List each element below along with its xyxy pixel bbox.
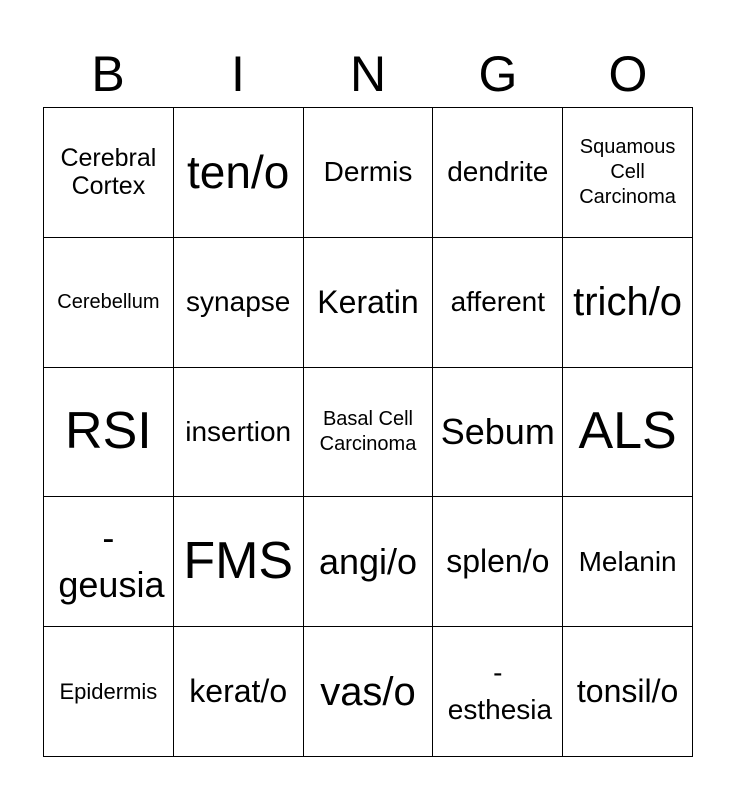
cell-label: FMS: [183, 532, 294, 591]
header-letter-n: N: [349, 46, 387, 102]
bingo-cell[interactable]: [174, 238, 304, 368]
cell-label: -geusia: [58, 516, 165, 605]
header-letter-i: I: [231, 46, 245, 102]
bingo-cell[interactable]: [433, 108, 563, 238]
bingo-cell[interactable]: [44, 368, 174, 498]
cell-label: insertion: [185, 415, 292, 447]
bingo-cell[interactable]: [174, 108, 304, 238]
bingo-cell[interactable]: [304, 238, 434, 368]
cell-label: ten/o: [187, 145, 290, 198]
bingo-cell[interactable]: [433, 238, 563, 368]
cell-label: synapse: [186, 286, 291, 318]
bingo-cell[interactable]: [563, 627, 693, 757]
cell-label: Dermis: [323, 156, 413, 188]
header-letter-o: O: [608, 46, 648, 102]
bingo-cell[interactable]: [44, 238, 174, 368]
bingo-cell[interactable]: [304, 108, 434, 238]
cell-label: tonsil/o: [576, 673, 679, 710]
cell-label: Cerebellum: [57, 290, 160, 313]
cell-label: vas/o: [320, 669, 416, 714]
cell-label: Melanin: [578, 545, 677, 577]
cell-label: trich/o: [573, 280, 683, 325]
bingo-cell[interactable]: [44, 108, 174, 238]
bingo-cell[interactable]: [433, 627, 563, 757]
bingo-cell[interactable]: [304, 368, 434, 498]
cell-label: Sebum: [440, 411, 555, 453]
bingo-cell[interactable]: [174, 368, 304, 498]
cell-label: Keratin: [317, 283, 419, 320]
header-letter-b: B: [91, 46, 125, 102]
bingo-cell[interactable]: [563, 368, 693, 498]
bingo-cell[interactable]: [433, 497, 563, 627]
bingo-cell[interactable]: [304, 627, 434, 757]
cell-label: ALS: [578, 402, 677, 461]
bingo-board: [43, 107, 693, 757]
bingo-cell[interactable]: [174, 497, 304, 627]
cell-label: afferent: [450, 286, 546, 318]
bingo-cell[interactable]: [563, 238, 693, 368]
cell-label: Basal Cell Carcinoma: [319, 407, 417, 455]
cell-label: RSI: [65, 402, 152, 461]
cell-label: Squamous Cell Carcinoma: [579, 135, 676, 208]
cell-label: splen/o: [446, 543, 550, 580]
cell-label: angi/o: [318, 541, 418, 583]
cell-label: Cerebral Cortex: [60, 143, 157, 201]
bingo-cell[interactable]: [563, 108, 693, 238]
cell-label: -esthesia: [447, 657, 553, 725]
bingo-cell[interactable]: [174, 627, 304, 757]
cell-label: dendrite: [447, 156, 549, 188]
bingo-cell[interactable]: [563, 497, 693, 627]
bingo-cell[interactable]: [304, 497, 434, 627]
bingo-cell[interactable]: [433, 368, 563, 498]
bingo-header: [43, 40, 693, 108]
cell-label: Epidermis: [59, 678, 158, 704]
bingo-cell[interactable]: [44, 497, 174, 627]
bingo-cell[interactable]: [44, 627, 174, 757]
header-letter-g: G: [478, 46, 518, 102]
cell-label: kerat/o: [189, 673, 288, 710]
